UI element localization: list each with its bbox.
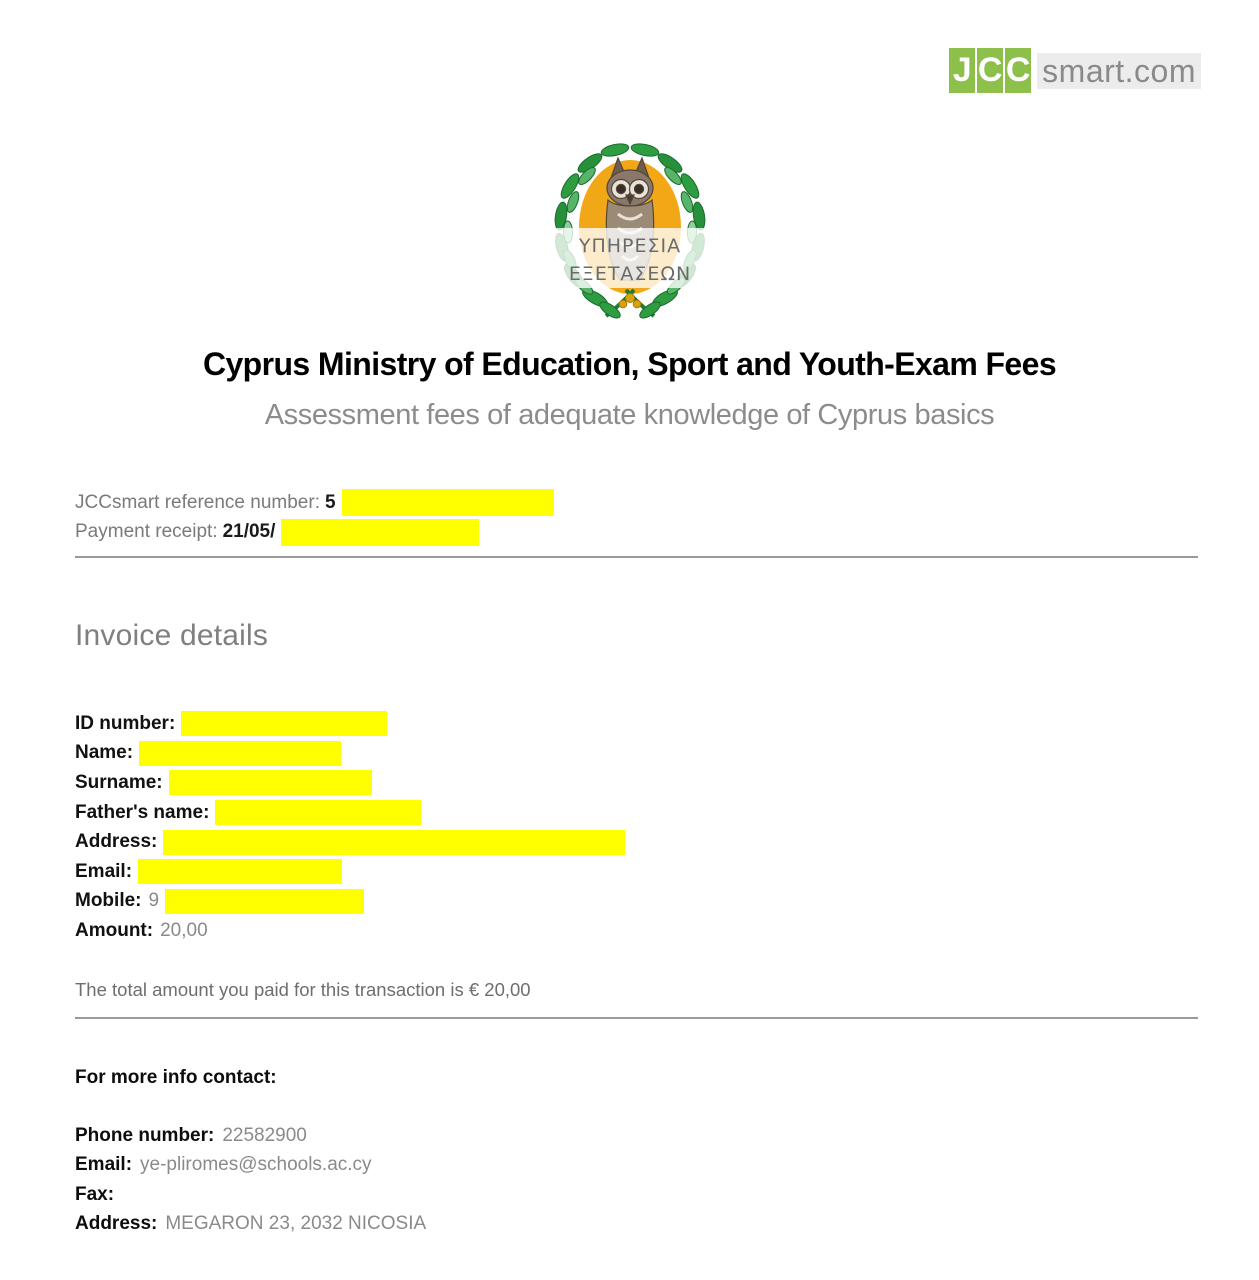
redaction-box-surname (169, 770, 372, 795)
redaction-box-address (163, 830, 625, 855)
svg-text:ΥΠΗΡΕΣΙΑ: ΥΠΗΡΕΣΙΑ (578, 235, 681, 257)
reference-block (75, 488, 554, 547)
redaction-box-mobile (165, 889, 364, 914)
page-subtitle: Assessment fees of adequate knowledge of Cyprus basics (264, 399, 995, 431)
redaction-box-id (181, 711, 387, 736)
redaction-box-fathers-name (215, 800, 421, 825)
invoice-details-heading: Invoice details (75, 619, 269, 652)
field-row-address (75, 827, 625, 857)
contact-email-value: ye-pliromes@schools.ac.cy (140, 1154, 372, 1176)
reference-number-row (75, 488, 554, 518)
contact-row-email (75, 1151, 426, 1181)
payment-receipt-prefix: 21/05/ (222, 521, 276, 543)
field-label: Name: (75, 742, 134, 764)
svg-text:ΕΞΕΤΑΣΕΩΝ: ΕΞΕΤΑΣΕΩΝ (568, 263, 691, 285)
field-row-amount (75, 916, 625, 946)
total-amount-text: The total amount you paid for this transaction is € 20,00 (75, 979, 531, 1000)
field-row-email (75, 857, 625, 887)
jccsmart-logo (949, 48, 1201, 93)
phone-number-value: 22582900 (222, 1124, 307, 1146)
reference-number-prefix: 5 (324, 491, 336, 513)
contact-label: Phone number: (75, 1124, 215, 1146)
field-row-mobile (75, 887, 625, 917)
contact-label: Email: (75, 1154, 133, 1176)
field-label: Father's name: (75, 801, 210, 823)
field-row-surname (75, 768, 625, 798)
field-row-id-number (75, 709, 625, 739)
contact-label: Fax: (75, 1183, 115, 1205)
redaction-box-receipt (281, 519, 479, 546)
jcc-letter-c1: C (977, 48, 1003, 93)
examinations-service-emblem (544, 138, 716, 324)
field-row-fathers-name (75, 798, 625, 828)
jcc-smart-com-text: smart.com (1037, 53, 1201, 89)
redaction-box-email (138, 859, 342, 884)
contact-heading: For more info contact: (75, 1067, 277, 1088)
field-label: Address: (75, 831, 158, 853)
field-label: ID number: (75, 712, 176, 734)
field-label: Mobile: (75, 890, 142, 912)
emblem-owl-wreath-icon (544, 138, 716, 324)
divider-bottom (75, 1017, 1198, 1019)
contact-row-fax (75, 1180, 426, 1210)
field-label: Email: (75, 860, 133, 882)
payment-receipt-label: Payment receipt: (75, 521, 218, 543)
redaction-box-reference (342, 489, 554, 516)
amount-value: 20,00 (160, 919, 208, 941)
invoice-fields (75, 709, 625, 946)
contact-row-phone (75, 1121, 426, 1151)
field-row-name (75, 739, 625, 769)
page-title: Cyprus Ministry of Education, Sport and Youth-Exam Fees (202, 346, 1057, 382)
payment-receipt-row (75, 518, 554, 548)
redaction-box-name (139, 741, 341, 766)
mobile-prefix: 9 (148, 890, 160, 912)
contact-address-value: MEGARON 23, 2032 NICOSIA (165, 1213, 427, 1235)
jcc-letter-c2: C (1005, 48, 1031, 93)
field-label: Amount: (75, 919, 154, 941)
contact-row-address (75, 1210, 426, 1240)
field-label: Surname: (75, 771, 163, 793)
contact-label: Address: (75, 1213, 158, 1235)
reference-number-label: JCCsmart reference number: (75, 491, 320, 513)
divider-top (75, 556, 1198, 558)
jcc-letter-j: J (949, 48, 975, 93)
jcc-letter-blocks (949, 48, 1031, 93)
contact-block (75, 1121, 426, 1239)
